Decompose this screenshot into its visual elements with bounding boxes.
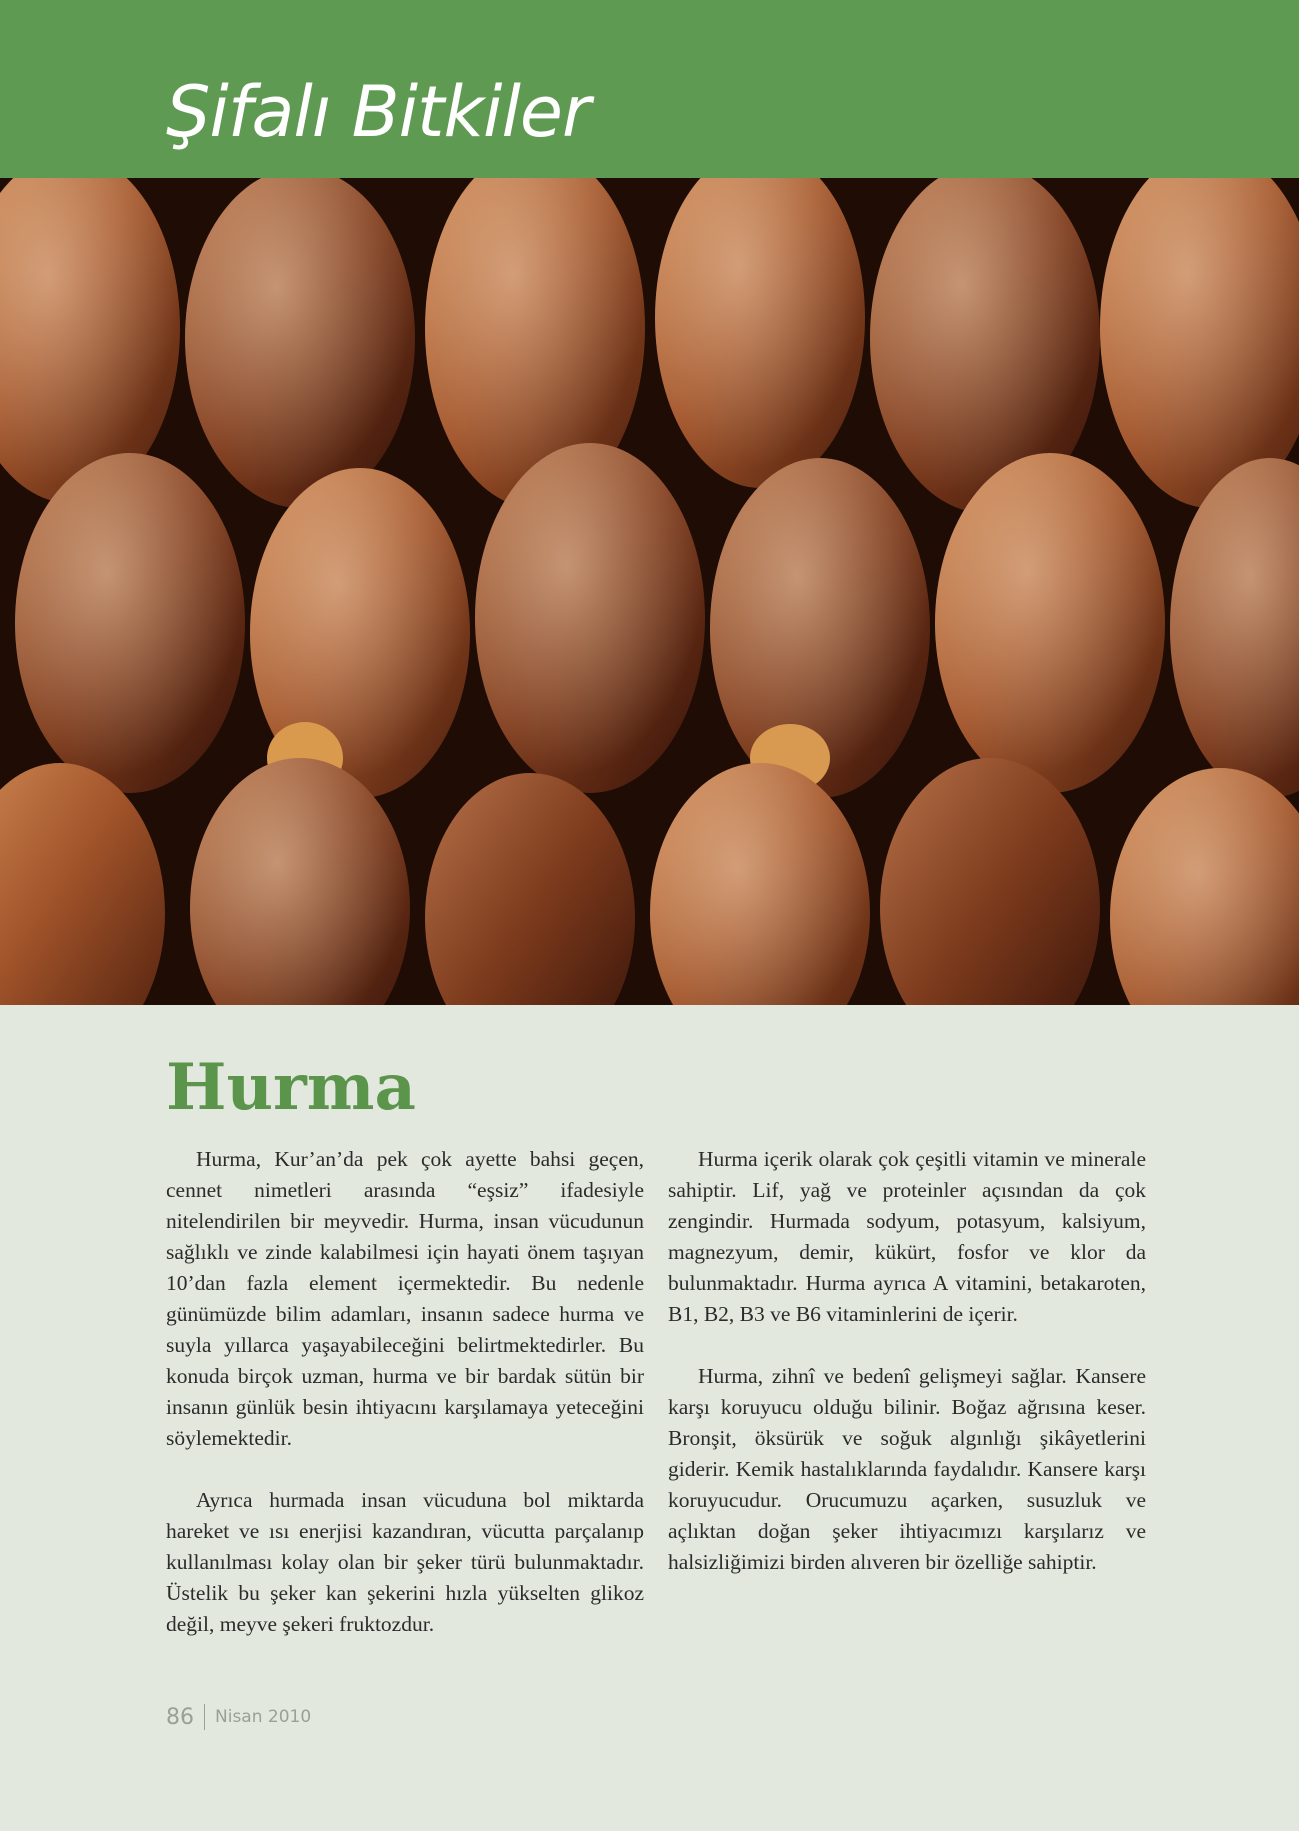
dates-illustration <box>0 178 1299 1005</box>
paragraph: Hurma, Kur’an’da pek çok ayette bahsi geçen, cennet nimetleri arasında “eşsiz” ifadesiyle nitelendirilen bir meyvedir. Hurma, insan vücudunun sağlıklı ve zinde kalabilmesi için hayati önem taşıyan 10’dan fazla element içermektedir. Bu nedenle günümüzde bilim adamları, insanın sadece hurma ve suyla yıllarca yaşayabileceğini belirtmektedirler. Bu konuda birçok uzman, hurma ve bir bardak sütün bir insanın günlük besin ihtiyacını karşılamaya yeteceğini söylemektedir. <box>166 1147 644 1450</box>
dates-photo <box>0 178 1299 1005</box>
article-column-right <box>668 1144 1146 1609</box>
article-title: Hurma <box>166 1050 416 1125</box>
paragraph: Hurma, zihnî ve bedenî gelişmeyi sağlar. Kansere karşı koruyucu olduğu bilinir. Boğaz ağrısına keser. Bronşit, öksürük ve soğuk algınlığı şikâyetlerini giderir. Kemik hastalıklarında faydalıdır. Kansere karşı koruyucudur. Orucumuzu açarken, susuzluk ve açlıktan doğan şeker ihtiyacımızı karşılarız ve halsizliğimizi birden alıveren bir özelliğe sahiptir. <box>668 1364 1146 1574</box>
page-footer <box>166 1704 311 1730</box>
article-column-left <box>166 1144 644 1671</box>
issue-date: Nisan 2010 <box>215 1707 312 1727</box>
page-number: 86 <box>166 1704 194 1730</box>
section-title: Şifalı Bitkiler <box>166 71 590 153</box>
paragraph: Hurma içerik olarak çok çeşitli vitamin ve minerale sahiptir. Lif, yağ ve proteinler açısından da çok zengindir. Hurmada sodyum, potasyum, kalsiyum, magnezyum, demir, kükürt, fosfor ve klor da bulunmaktadır. Hurma ayrıca A vitamini, betakaroten, B1, B2, B3 ve B6 vitaminlerini de içerir. <box>668 1147 1146 1326</box>
paragraph: Ayrıca hurmada insan vücuduna bol miktarda hareket ve ısı enerjisi kazandıran, vücutta parçalanıp kullanılması kolay olan bir şeker türü bulunmaktadır. Üstelik bu şeker kan şekerini hızla yükselten glikoz değil, meyve şekeri fruktozdur. <box>166 1488 644 1636</box>
header-band <box>0 0 1299 178</box>
footer-divider <box>204 1704 205 1730</box>
